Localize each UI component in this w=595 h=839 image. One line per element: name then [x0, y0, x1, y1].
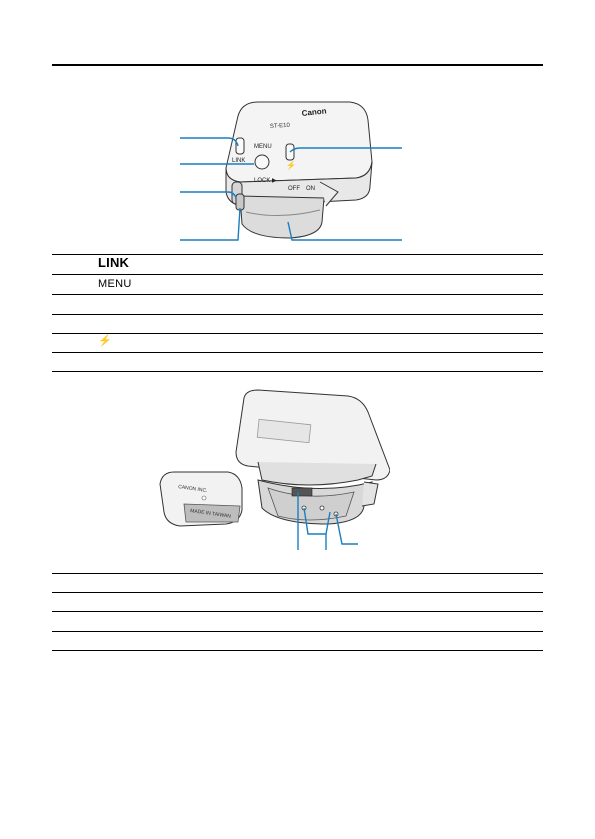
- part-row-1-label: LINK: [98, 255, 130, 270]
- transmitter-front-illustration: [180, 96, 402, 246]
- menu-button-label: MENU: [254, 144, 272, 150]
- table-row-divider: [52, 274, 543, 275]
- switch-off-label: OFF: [288, 186, 300, 192]
- hot-shoe-contacts: [292, 488, 312, 496]
- table2-bottom-rule: [52, 650, 543, 651]
- part-row-5-label: ⚡: [98, 335, 112, 347]
- lock-label: LOCK ▶: [254, 178, 277, 184]
- model-text: ST-E10: [269, 122, 291, 130]
- table2-top-rule: [52, 573, 543, 574]
- cover-maker-text: CANON INC.: [177, 484, 208, 495]
- part-row-2-label: MENU: [98, 278, 132, 290]
- table2-row-divider: [52, 592, 543, 593]
- link-lamp: [236, 138, 244, 154]
- switch-on-label: ON: [306, 186, 315, 192]
- brand-logo-text: Canon: [301, 106, 327, 118]
- table2-row-divider: [52, 611, 543, 612]
- table-bottom-rule: [52, 371, 543, 372]
- flash-lamp-icon: ⚡: [286, 161, 296, 170]
- header-rule: [52, 64, 543, 66]
- table-row-divider: [52, 352, 543, 353]
- table-row-divider: [52, 333, 543, 334]
- table-row-divider: [52, 314, 543, 315]
- menu-button[interactable]: [255, 155, 269, 169]
- table-row-divider: [52, 294, 543, 295]
- link-lamp-label: LINK: [232, 158, 246, 164]
- transmitter-bottom-illustration: [158, 384, 390, 550]
- table2-row-divider: [52, 631, 543, 632]
- cover-origin-text: MADE IN TAIWAN: [189, 508, 232, 520]
